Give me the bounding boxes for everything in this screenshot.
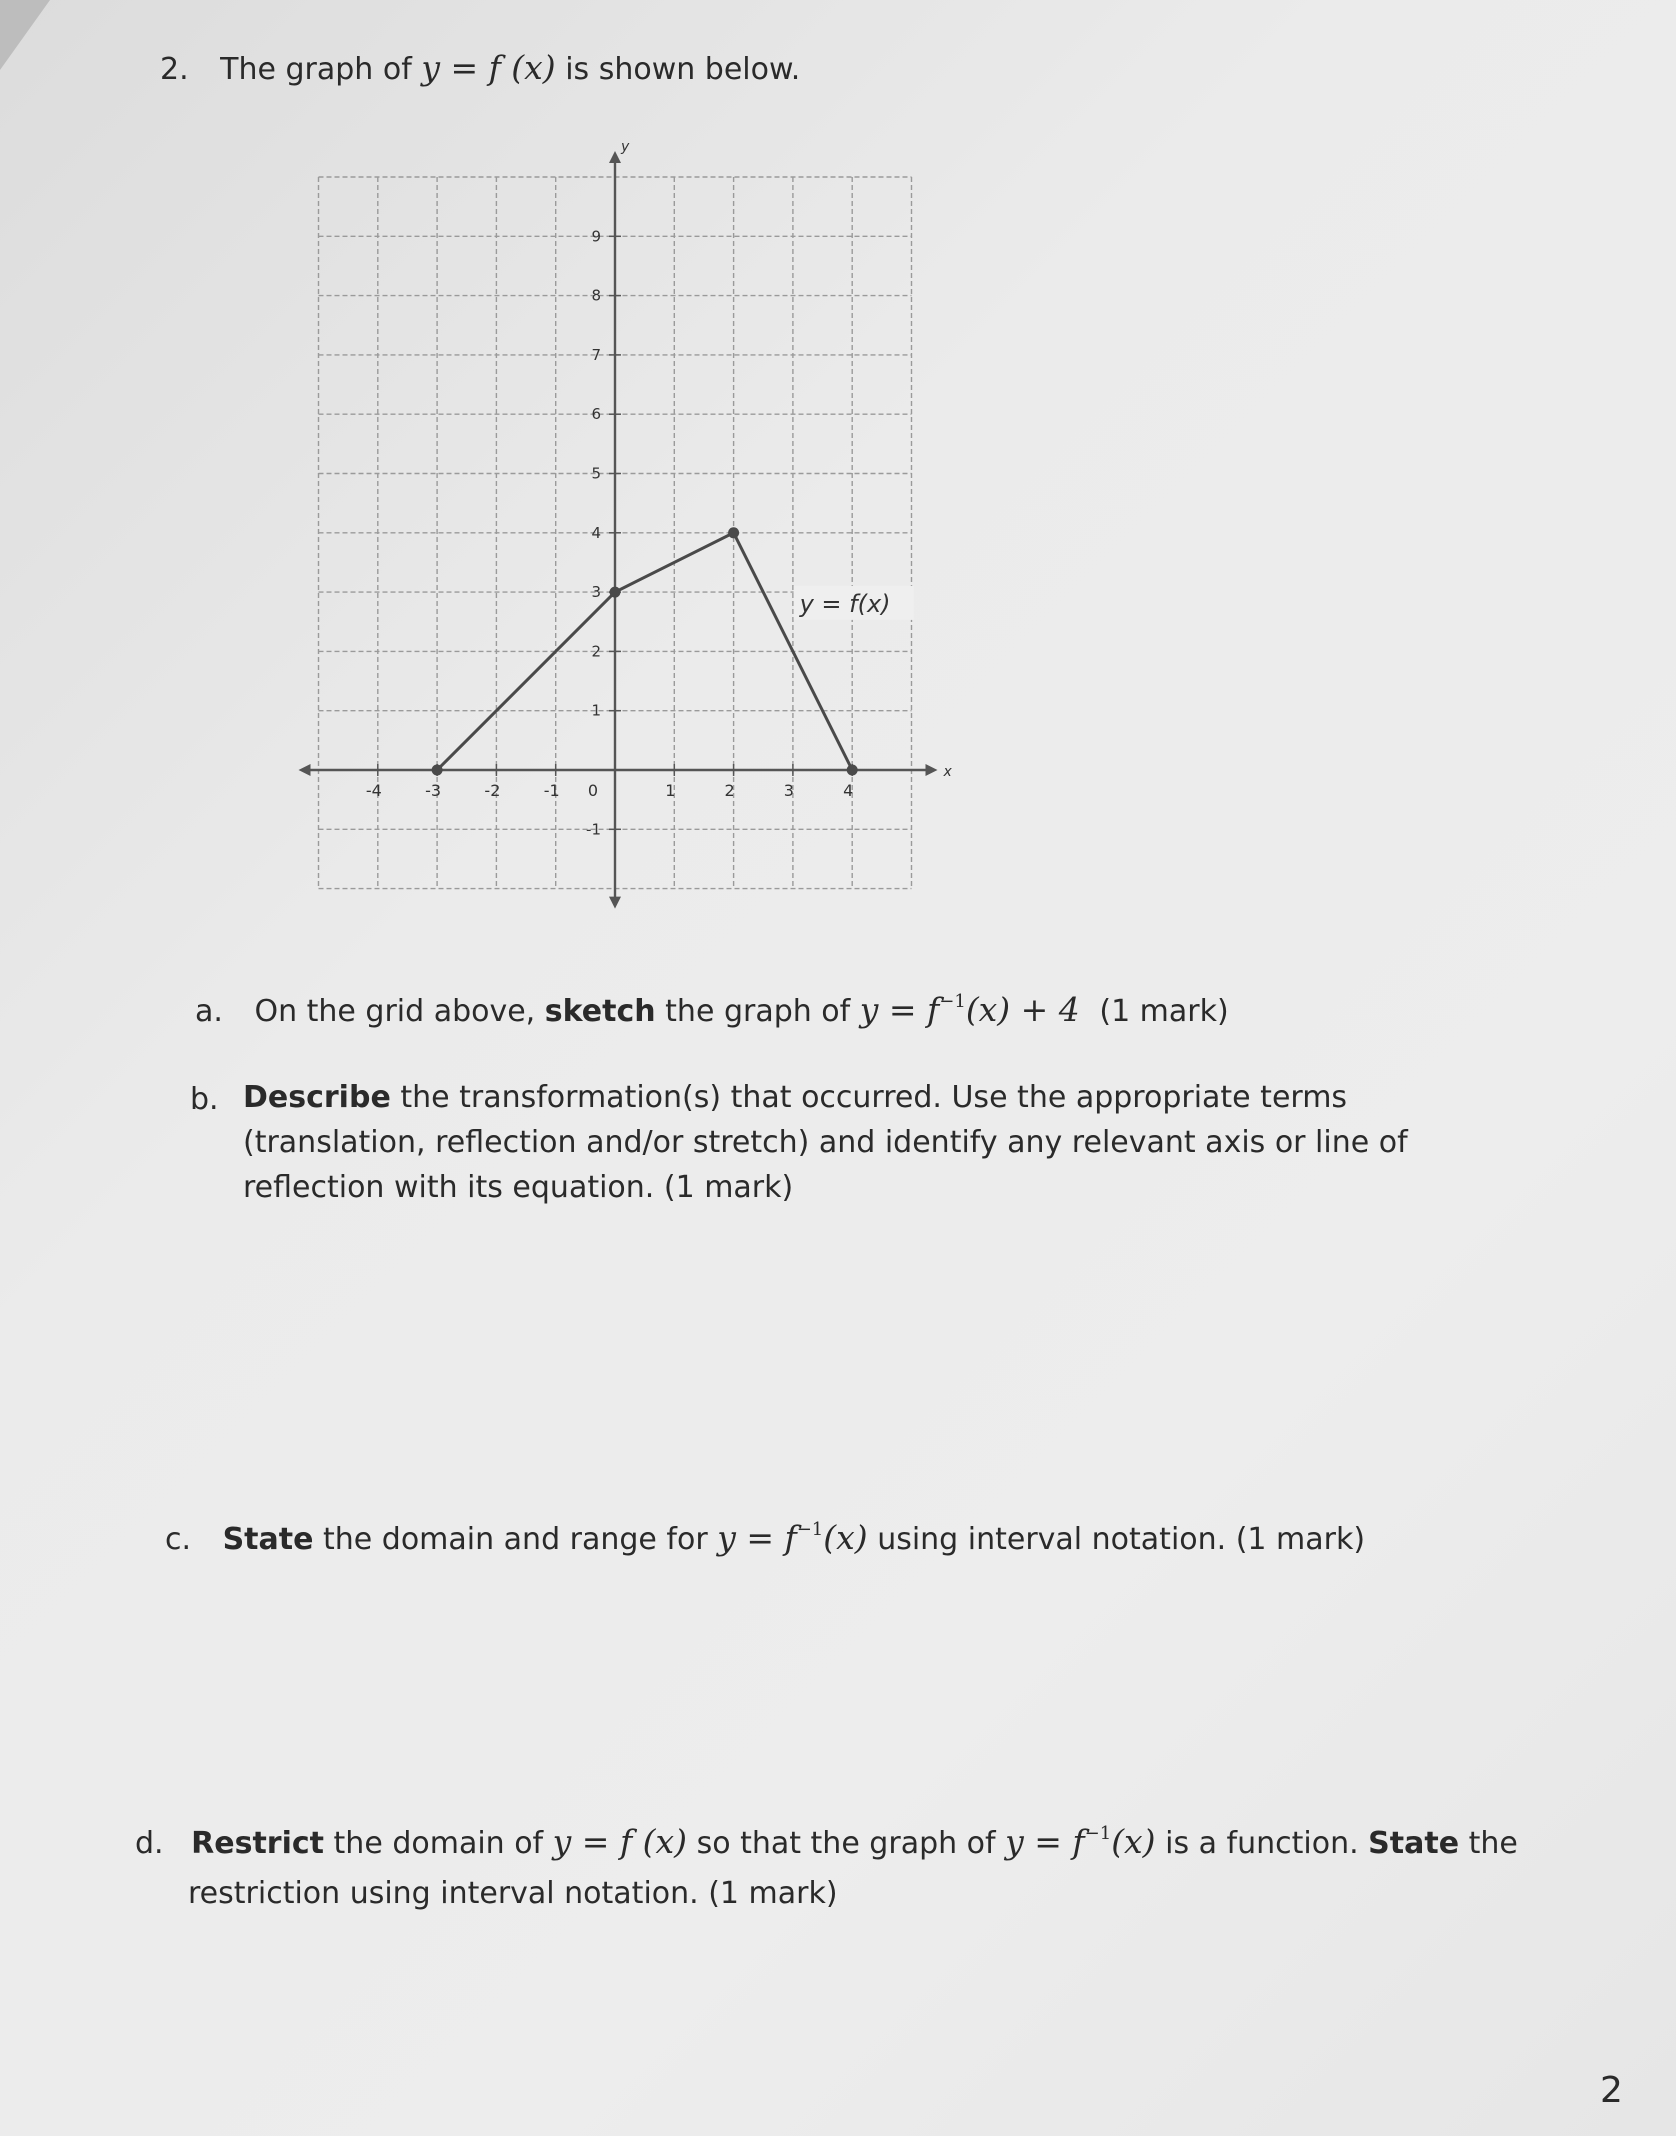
- y-tick-label: -1: [586, 820, 601, 839]
- part-c-math-rest: (x): [823, 1518, 868, 1557]
- part-d-math2: [1005, 1822, 1155, 1861]
- question-intro: The graph of: [220, 52, 412, 87]
- x-axis-arrow-left: [299, 764, 311, 776]
- x-axis-arrow: [926, 764, 938, 776]
- part-b: [243, 1075, 1483, 1210]
- x-tick-label: 2: [724, 781, 735, 800]
- question-intro-end: is shown below.: [565, 52, 801, 87]
- part-c-text2: using interval notation. (1 mark): [877, 1522, 1366, 1557]
- x-tick-label: -1: [543, 781, 560, 800]
- part-a-text2: the graph of: [665, 994, 851, 1029]
- x-axis-label: x: [943, 764, 952, 780]
- y-tick-label: 3: [591, 583, 601, 602]
- annotation-label: y = f(x): [799, 589, 891, 618]
- part-b-text: the transformation(s) that occurred. Use the appropriate terms (translation, reflection and/or stretch) and identify any relevant axis or line of reflection with its equation. (1 mark): [243, 1080, 1408, 1205]
- part-c: [165, 1508, 1365, 1562]
- part-d-bold1: Restrict: [191, 1826, 324, 1861]
- part-a-label: a.: [195, 994, 223, 1029]
- part-d: [135, 1812, 1518, 1866]
- y-tick-label: 8: [591, 286, 601, 305]
- part-d-math2-y: y = f: [1005, 1822, 1085, 1861]
- y-tick-label: 6: [591, 405, 601, 424]
- graph-axes: [299, 139, 953, 909]
- part-d-text2: so that the graph of: [696, 1826, 996, 1861]
- question-header: [160, 46, 800, 92]
- part-c-label: c.: [165, 1522, 192, 1557]
- part-a-math-y: y = f: [859, 990, 940, 1029]
- x-tick-label: 0: [587, 781, 599, 800]
- part-d-text4: the: [1468, 1826, 1518, 1861]
- page-number: 2: [1600, 2070, 1623, 2111]
- question-math: y = f (x): [421, 48, 556, 87]
- part-a-math-sup: −1: [939, 991, 966, 1012]
- data-point: [610, 587, 621, 598]
- data-point: [432, 765, 443, 776]
- question-number: 2.: [160, 52, 189, 87]
- part-a-bold: sketch: [544, 994, 656, 1029]
- part-b-label: b.: [190, 1082, 219, 1117]
- part-d-text1: the domain of: [333, 1826, 544, 1861]
- part-a-math: [860, 990, 1080, 1029]
- y-axis-label: y: [621, 139, 630, 155]
- part-c-math: [717, 1518, 867, 1557]
- part-a-math-rest: (x) + 4: [965, 990, 1080, 1029]
- data-point: [847, 765, 858, 776]
- part-c-math-sup: −1: [796, 1519, 824, 1540]
- part-d-bold2: State: [1368, 1826, 1460, 1861]
- part-d-line2: restriction using interval notation. (1 mark): [188, 1876, 838, 1911]
- x-tick-label: -3: [425, 781, 442, 800]
- function-graph: [285, 139, 952, 920]
- part-d-label: d.: [135, 1826, 164, 1861]
- part-a-marks: (1 mark): [1099, 994, 1229, 1029]
- part-a-text: On the grid above,: [254, 994, 536, 1029]
- part-d-math2-sup: −1: [1084, 1823, 1112, 1844]
- y-tick-label: 9: [591, 227, 601, 246]
- graph-annotation-group: [794, 586, 914, 620]
- page-corner-shadow: [0, 0, 50, 70]
- part-d-math1: y = f (x): [552, 1822, 688, 1861]
- y-tick-label: 4: [591, 523, 601, 542]
- part-c-text: the domain and range for: [323, 1522, 708, 1557]
- y-axis-arrow: [609, 151, 621, 163]
- y-tick-label: 5: [591, 464, 601, 483]
- y-tick-label: 2: [591, 642, 601, 661]
- part-a: [195, 980, 1229, 1034]
- x-tick-label: -4: [365, 781, 382, 800]
- y-axis-arrow-down: [609, 897, 621, 909]
- x-tick-label: 3: [783, 781, 794, 800]
- x-tick-label: 1: [665, 781, 676, 800]
- y-tick-label: 1: [591, 701, 601, 720]
- part-c-bold: State: [222, 1522, 314, 1557]
- part-c-math-y: y = f: [717, 1518, 797, 1557]
- x-tick-label: -2: [484, 781, 501, 800]
- part-b-bold: Describe: [243, 1080, 391, 1115]
- y-tick-label: 7: [591, 345, 601, 364]
- part-d-math2-rest: (x): [1111, 1822, 1156, 1861]
- x-tick-label: 4: [843, 781, 854, 800]
- part-d-text3: is a function.: [1165, 1826, 1359, 1861]
- data-point: [728, 527, 739, 538]
